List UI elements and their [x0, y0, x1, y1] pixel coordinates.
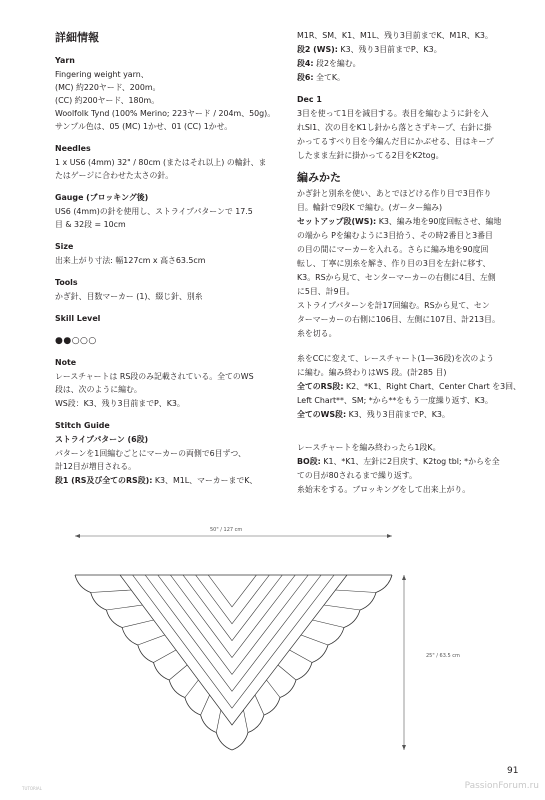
stripe-repeat-line: ターマーカーの右側に106目、左側に107目、計213目。 — [297, 315, 500, 324]
page-title: 詳細情報 — [55, 31, 99, 44]
lace-segment-line — [244, 710, 249, 733]
lace-segment-line — [122, 620, 154, 628]
note-line: 段は、次のように編む。 — [55, 385, 142, 394]
all-rs-line: Left Chart**、SM; *から**をもう一度繰り返す、K3。 — [297, 396, 493, 405]
needles-line: たはゲージに合わせた太さの針。 — [55, 171, 174, 180]
lace-segment-line — [154, 650, 177, 663]
lace-segment-line — [201, 695, 210, 715]
tools-heading: Tools — [55, 278, 78, 287]
yarn-line: (CC) 約200ヤード、180m。 — [55, 96, 160, 105]
needles-line: 1 x US6 (4mm) 32" / 80cm (またはそれ以上) の輪針、ま — [55, 158, 267, 167]
lace-segment-line — [324, 605, 360, 610]
stripe-chevron-line — [183, 575, 282, 641]
lace-segment-line — [336, 590, 377, 593]
footer-label: TUTORIAL — [22, 786, 42, 791]
shawl-schematic — [0, 515, 545, 755]
bind-off-instruction-label: BO段: — [297, 457, 321, 466]
lace-segment-line — [313, 620, 345, 628]
yarn-heading: Yarn — [55, 56, 75, 65]
stripe-line: パターンを1回編むごとにマーカーの両側で6目ずつ、 — [55, 449, 246, 458]
row4-instruction — [297, 59, 361, 69]
lace-segment-line — [106, 605, 142, 610]
yarn-line: Fingering weight yarn、 — [55, 70, 149, 79]
gauge-line: 目 & 32段 = 10cm — [55, 220, 126, 229]
gauge-line: US6 (4mm)の針を使用し、ストライプパターンで 17.5 — [55, 207, 253, 216]
cc-line: 糸をCCに変えて、レースチャート(1―36段)を次のよう — [297, 354, 494, 363]
all-rs-instruction-text: K2、*K1、Right Chart、Center Chart を3回、 — [343, 382, 521, 391]
stripe-chevron-line — [158, 575, 308, 674]
row1-continued: M1R、SM、K1、M1L、残り3目前までK、M1R、K3。 — [297, 31, 493, 40]
lace-segment-line — [169, 665, 187, 680]
lace-segment-line — [91, 590, 132, 593]
row2-instruction-label: 段2 (WS): — [297, 45, 338, 54]
width-label: 50" / 127 cm — [210, 527, 243, 533]
row2-instruction-text: K3、残り3目前までP、K3。 — [337, 45, 442, 54]
page-number: 91 — [507, 766, 519, 776]
width-arrow-left — [75, 534, 80, 538]
dec-line: かってるすべり目を今編んだ目にかぶせる、目はキープ — [297, 137, 494, 146]
row6-instruction-label: 段6: — [297, 73, 314, 82]
yarn-line: (MC) 約220ヤード、200m。 — [55, 83, 161, 92]
bind-off-instruction — [297, 457, 500, 467]
row6-instruction — [297, 73, 345, 83]
setup-line: の目の間にマーカーを入れる。さらに編み地を90度回 — [297, 245, 489, 254]
finish-line: 糸始末をする。ブロッキングをして出来上がり。 — [297, 485, 471, 494]
lace-segment-line — [255, 695, 264, 715]
height-arrow-top — [402, 575, 406, 580]
all-ws-instruction — [297, 410, 450, 420]
height-label: 25" / 63.5 cm — [426, 653, 460, 659]
row6-instruction-text: 全てK。 — [313, 73, 345, 82]
setup-line: の端から Pを編むように3目拾う、その時2番目と3番目 — [297, 231, 493, 240]
row1-instruction-label: 段1 (RS及び全てのRS段): — [55, 476, 153, 485]
all-ws-instruction-text: K3、残り3目前までP、K3。 — [346, 410, 450, 419]
method-line: 目。輪針で9段K で編む。(ガーター編み) — [297, 203, 443, 212]
all-ws-instruction-label: 全てのWS段: — [297, 410, 347, 419]
yarn-line: Woolfolk Tynd (100% Merino; 223ヤード / 204m、50g)。 — [55, 109, 276, 118]
note-line: WS段：K3、残り3目前までP、K3。 — [55, 399, 185, 408]
lace-segment-line — [267, 680, 281, 698]
stripe-repeat-line: ストライプパターンを計17回編む。RSから見て、セン — [297, 301, 490, 310]
stripe-chevron-line — [133, 575, 334, 708]
setup-line: K3。RSから見て、センターマーカーの右側に4目、左側 — [297, 273, 496, 282]
dec-line: したまま左針に掛かってる2目をK2tog。 — [297, 151, 444, 160]
watermark: PassionForum.ru — [464, 781, 539, 791]
note-heading: Note — [55, 358, 77, 367]
lace-segment-line — [138, 635, 165, 645]
setup-instruction — [297, 217, 501, 227]
yarn-line: サンプル色は、05 (MC) 1かせ、01 (CC) 1かせ。 — [55, 122, 233, 131]
lace-segment-line — [301, 635, 328, 645]
row1-instruction — [55, 476, 257, 486]
size-heading: Size — [55, 242, 74, 251]
lace-segment-line — [278, 665, 296, 680]
width-arrow-right — [387, 534, 392, 538]
stripe-chevron-line — [208, 575, 256, 607]
tools-line: かぎ針、目数マーカー (1)、綴じ針、別糸 — [55, 292, 203, 301]
all-rs-instruction-label: 全てのRS段: — [297, 382, 344, 391]
shawl-shape — [75, 575, 392, 750]
cc-line: に編む。編み終わりはWS 段。(計285 目) — [297, 368, 447, 377]
skill-heading: Skill Level — [55, 314, 101, 323]
lace-segment-line — [290, 650, 313, 663]
bind-off-instruction-text: K1、*K1、左針に2目戻す、K2tog tbl; *からを全 — [320, 457, 500, 466]
stripe-chevron-line — [196, 575, 270, 624]
stitch-guide-heading: Stitch Guide — [55, 421, 110, 430]
stripe-line: 計12目が増目される。 — [55, 462, 137, 471]
needles-heading: Needles — [55, 144, 91, 153]
row4-instruction-text: 段2を編む。 — [313, 59, 361, 68]
stripe-pattern-heading: ストライプパターン (6段) — [55, 435, 149, 444]
skill-level-dots: ●●○○○ — [55, 336, 97, 346]
size-line: 出来上がり寸法: 幅127cm x 高さ63.5cm — [55, 256, 206, 265]
bind-off-line: ての目が80されるまで繰り返す。 — [297, 471, 417, 480]
lace-segment-line — [185, 680, 199, 698]
method-heading: 編みかた — [297, 171, 341, 184]
row1-instruction-text: K3、M1L、マーカーまでK、 — [152, 476, 258, 485]
lace-border-inner-line — [120, 575, 347, 725]
gauge-heading: Gauge (ブロッキング後) — [55, 193, 149, 202]
method-line: かぎ針と別糸を使い、あとでほどける作り目で3目作り — [297, 189, 492, 198]
setup-line: 転し、丁寧に別糸を解き、作り目の3目を左針に移す、 — [297, 259, 491, 268]
lace-segment-line — [216, 710, 221, 733]
dec-line: れSl1、次の目をK1し針から落とさずキープ、右針に掛 — [297, 123, 492, 132]
height-arrow-bottom — [402, 745, 406, 750]
row4-instruction-label: 段4: — [297, 59, 314, 68]
setup-line: に5目、計9目。 — [297, 287, 355, 296]
setup-instruction-text: K3、編み地を90度回転させ、編地 — [376, 217, 502, 226]
dec-line: 3目を使って1目を減目する。表目を編むように針を入 — [297, 109, 489, 118]
all-rs-instruction — [297, 382, 521, 392]
setup-instruction-label: セットアップ段(WS): — [297, 217, 377, 226]
after-chart-line: レースチャートを編み終わったら1段K。 — [297, 443, 441, 452]
stripe-repeat-line: 糸を切る。 — [297, 329, 337, 338]
note-line: レースチャートは RS段のみ記載されている。全てのWS — [55, 372, 254, 381]
dec-heading: Dec 1 — [297, 95, 322, 104]
row2-instruction — [297, 45, 442, 55]
